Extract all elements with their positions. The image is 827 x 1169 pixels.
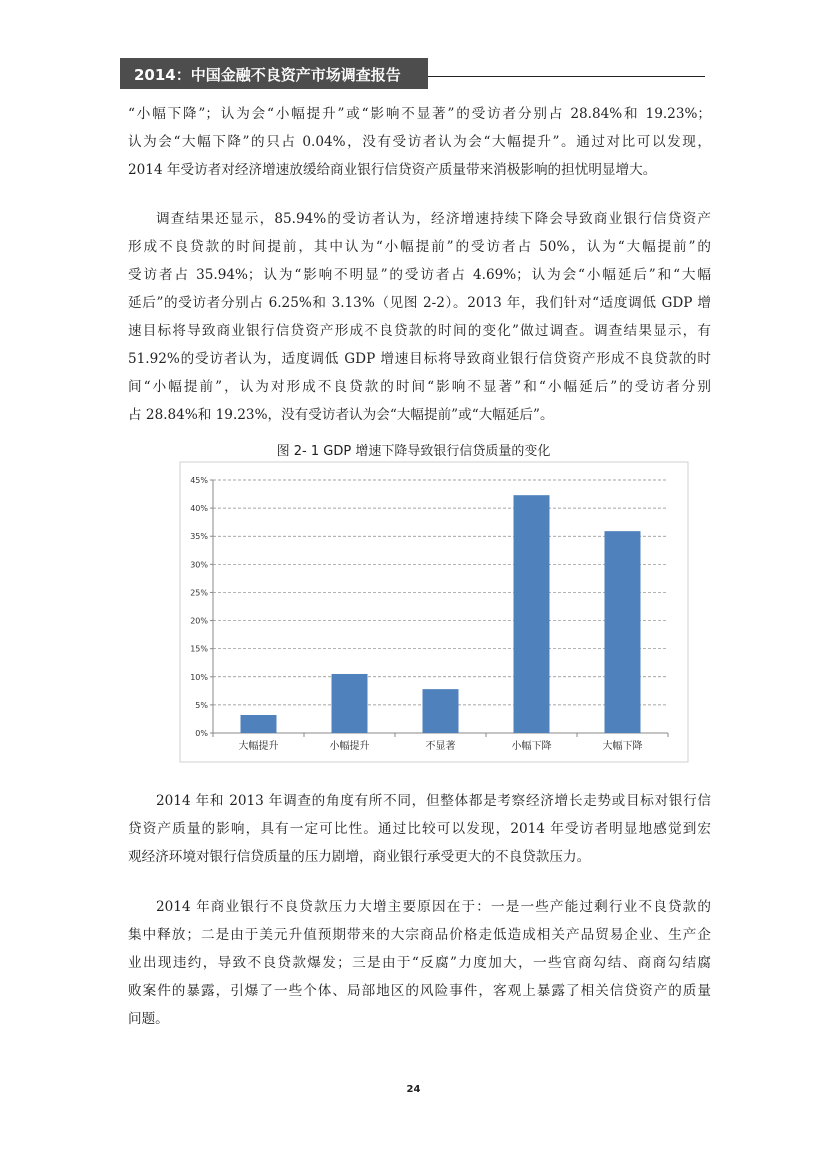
- paragraph-1: [128, 100, 711, 184]
- text-line: 败案件的暴露，引爆了一些个体、局部地区的风险事件，客观上暴露了相关信贷资产的质量: [128, 983, 711, 999]
- text-line: 贷资产质量的影响，具有一定可比性。通过比较可以发现，2014 年受访者明显地感觉到宏: [128, 821, 711, 837]
- y-tick-label: 25%: [190, 588, 208, 598]
- text-line: 2014 年商业银行不良贷款压力大增主要原因在于：一是一些产能过剩行业不良贷款的: [156, 899, 711, 915]
- paragraph-2: [128, 205, 711, 429]
- text-line: 51.92%的受访者认为，适度调低 GDP 增速目标将导致商业银行信贷资产形成不良贷款的时: [128, 351, 711, 367]
- x-tick-label: 大幅下降: [602, 741, 643, 752]
- x-tick-label: 小幅下降: [511, 741, 552, 752]
- x-tick-label: 小幅提升: [329, 741, 370, 752]
- y-tick-label: 35%: [190, 532, 208, 542]
- bar-2: [332, 674, 368, 733]
- text-line: “小幅下降”；认为会“小幅提升”或“影响不显著”的受访者分别占 28.84%和 19.23%；: [128, 106, 711, 122]
- bar-4: [514, 495, 550, 733]
- bar-3: [423, 689, 459, 733]
- bar-5: [605, 531, 641, 733]
- y-tick-label: 0%: [195, 729, 208, 738]
- text-line: 受访者占 35.94%；认为“影响不明显”的受访者占 4.69%；认为会“小幅延后”和“大幅: [128, 267, 711, 283]
- page-number: 24: [406, 1084, 421, 1095]
- text-line: 问题。: [128, 1011, 169, 1027]
- running-header: [120, 58, 428, 89]
- running-header-title: 2014：中国金融不良资产市场调查报告: [134, 66, 401, 84]
- header-rule: [428, 76, 705, 77]
- x-tick-label: 不显著: [425, 741, 456, 752]
- text-line: 认为会“大幅下降”的只占 0.04%，没有受访者认为会“大幅提升”。通过对比可以发现，: [128, 134, 711, 150]
- y-tick-label: 15%: [190, 644, 208, 654]
- text-line: 占 28.84%和 19.23%，没有受访者认为会“大幅提前”或“大幅延后”。: [128, 407, 554, 423]
- paragraph-3: [128, 787, 711, 871]
- text-line: 集中释放；二是由于美元升值预期带来的大宗商品价格走低造成相关产品贸易企业、生产企: [128, 927, 711, 943]
- bar-1: [241, 715, 277, 733]
- y-tick-label: 30%: [190, 560, 208, 570]
- x-tick-label: 大幅提升: [238, 741, 279, 752]
- text-line: 2014 年和 2013 年调查的角度有所不同，但整体都是考察经济增长走势或目标对银行信: [156, 793, 711, 809]
- bar-chart: [178, 460, 692, 766]
- text-line: 形成不良贷款的时间提前，其中认为“小幅提前”的受访者占 50%，认为“大幅提前”的: [128, 239, 711, 255]
- text-line: 调查结果还显示，85.94%的受访者认为，经济增速持续下降会导致商业银行信贷资产: [156, 211, 711, 227]
- y-tick-label: 45%: [190, 476, 208, 485]
- figure-caption: 图 2- 1 GDP 增速下降导致银行信贷质量的变化: [276, 444, 551, 459]
- text-line: 业出现违约，导致不良贷款爆发；三是由于“反腐”力度加大，一些官商勾结、商商勾结腐: [128, 955, 711, 971]
- y-tick-label: 40%: [190, 504, 208, 514]
- y-tick-label: 10%: [190, 672, 208, 682]
- text-line: 间“小幅提前”，认为对形成不良贷款的时间“影响不显著”和“小幅延后”的受访者分别: [128, 379, 711, 395]
- y-tick-label: 20%: [190, 616, 208, 626]
- text-line: 观经济环境对银行信贷质量的压力剧增，商业银行承受更大的不良贷款压力。: [128, 849, 591, 865]
- text-line: 延后”的受访者分别占 6.25%和 3.13%（见图 2-2）。2013 年，我们针对“适度调低 GDP 增: [128, 295, 711, 311]
- text-line: 速目标将导致商业银行信贷资产形成不良贷款的时间的变化”做过调查。调查结果显示，有: [128, 323, 711, 339]
- text-line: 2014 年受访者对经济增速放缓给商业银行信贷资产质量带来消极影响的担忧明显增大。: [128, 162, 657, 178]
- y-tick-label: 5%: [195, 700, 208, 710]
- paragraph-4: [128, 893, 711, 1033]
